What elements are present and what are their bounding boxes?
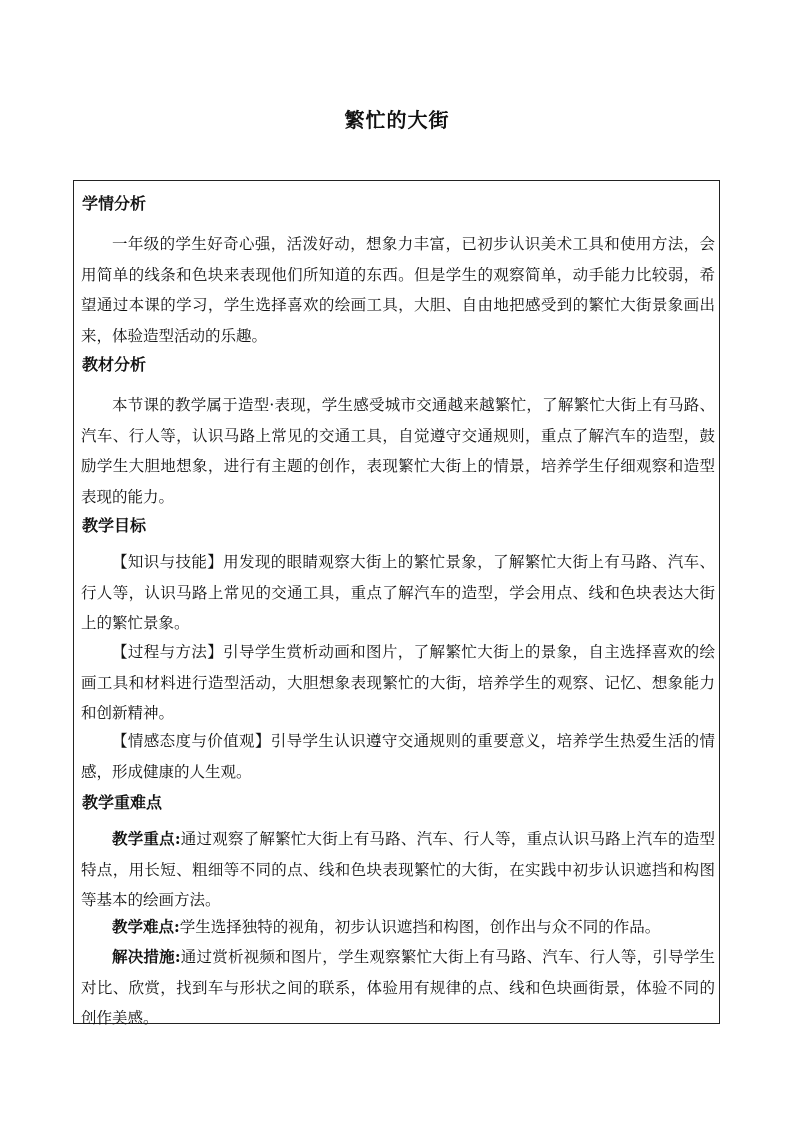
student-analysis-paragraph: 一年级的学生好奇心强，活泼好动，想象力丰富，已初步认识美术工具和使用方法，会用简单的线条和色块来表现他们所知道的东西。但是学生的观察简单，动手能力比较弱，希望通过本课的学习，学生选择喜欢的绘画工具，大胆、自由地把感受到的繁忙大街景象画出来，体验造型活动的乐趣。: [81, 235, 715, 345]
difficult-point-text: 学生选择独特的视角，初步认识遮挡和构图，创作出与众不同的作品。: [179, 918, 661, 936]
key-point-text: 通过观察了解繁忙大街上有马路、汽车、行人等，重点认识马路上汽车的造型特点，用长短、粗细等不同的点、线和色块表现繁忙的大街，在实践中初步认识遮挡和构图等基本的绘画方法。: [81, 830, 715, 909]
material-analysis-paragraph: 本节课的教学属于造型·表现，学生感受城市交通越来越繁忙，了解繁忙大街上有马路、汽车、行人等，认识马路上常见的交通工具，自觉遵守交通规则，重点了解汽车的造型，鼓励学生大胆地想象，进行有主题的创作，表现繁忙大街上的情景，培养学生仔细观察和造型表现的能力。: [81, 396, 715, 506]
key-point-paragraph: [81, 824, 715, 916]
goal-emotion-paragraph: 【情感态度与价值观】引导学生认识遵守交通规则的重要意义，培养学生热爱生活的情感，形成健康的人生观。: [81, 732, 715, 781]
goal-process-paragraph: 【过程与方法】引导学生赏析动画和图片，了解繁忙大街上的景象，自主选择喜欢的绘画工具和材料进行造型活动，大胆想象表现繁忙的大街，培养学生的观察、记忆、想象能力和创新精神。: [81, 643, 715, 722]
solution-label: 解决措施:: [112, 947, 181, 966]
difficult-point-label: 教学难点:: [112, 917, 180, 936]
section-heading-material-analysis: 教材分析: [82, 355, 147, 374]
section-heading-key-difficult: 教学重难点: [82, 793, 163, 812]
solution-text: 通过赏析视频和图片，学生观察繁忙大街上有马路、汽车、行人等，引导学生对比、欣赏，找到车与形状之间的联系，体验用有规律的点、线和色块画街景，体验不同的创作美感。: [81, 948, 715, 1027]
difficult-point-paragraph: [81, 912, 715, 943]
goal-knowledge-paragraph: 【知识与技能】用发现的眼睛观察大街上的繁忙景象，了解繁忙大街上有马路、汽车、行人等，认识马路上常见的交通工具，重点了解汽车的造型，学会用点、线和色块表达大街上的繁忙景象。: [81, 553, 715, 632]
key-point-label: 教学重点:: [112, 829, 181, 848]
section-heading-student-analysis: 学情分析: [82, 194, 147, 213]
solution-paragraph: [81, 942, 715, 1034]
page-title: 繁忙的大街: [344, 108, 450, 132]
section-heading-teaching-goals: 教学目标: [82, 516, 147, 535]
lesson-table: [73, 180, 720, 1027]
